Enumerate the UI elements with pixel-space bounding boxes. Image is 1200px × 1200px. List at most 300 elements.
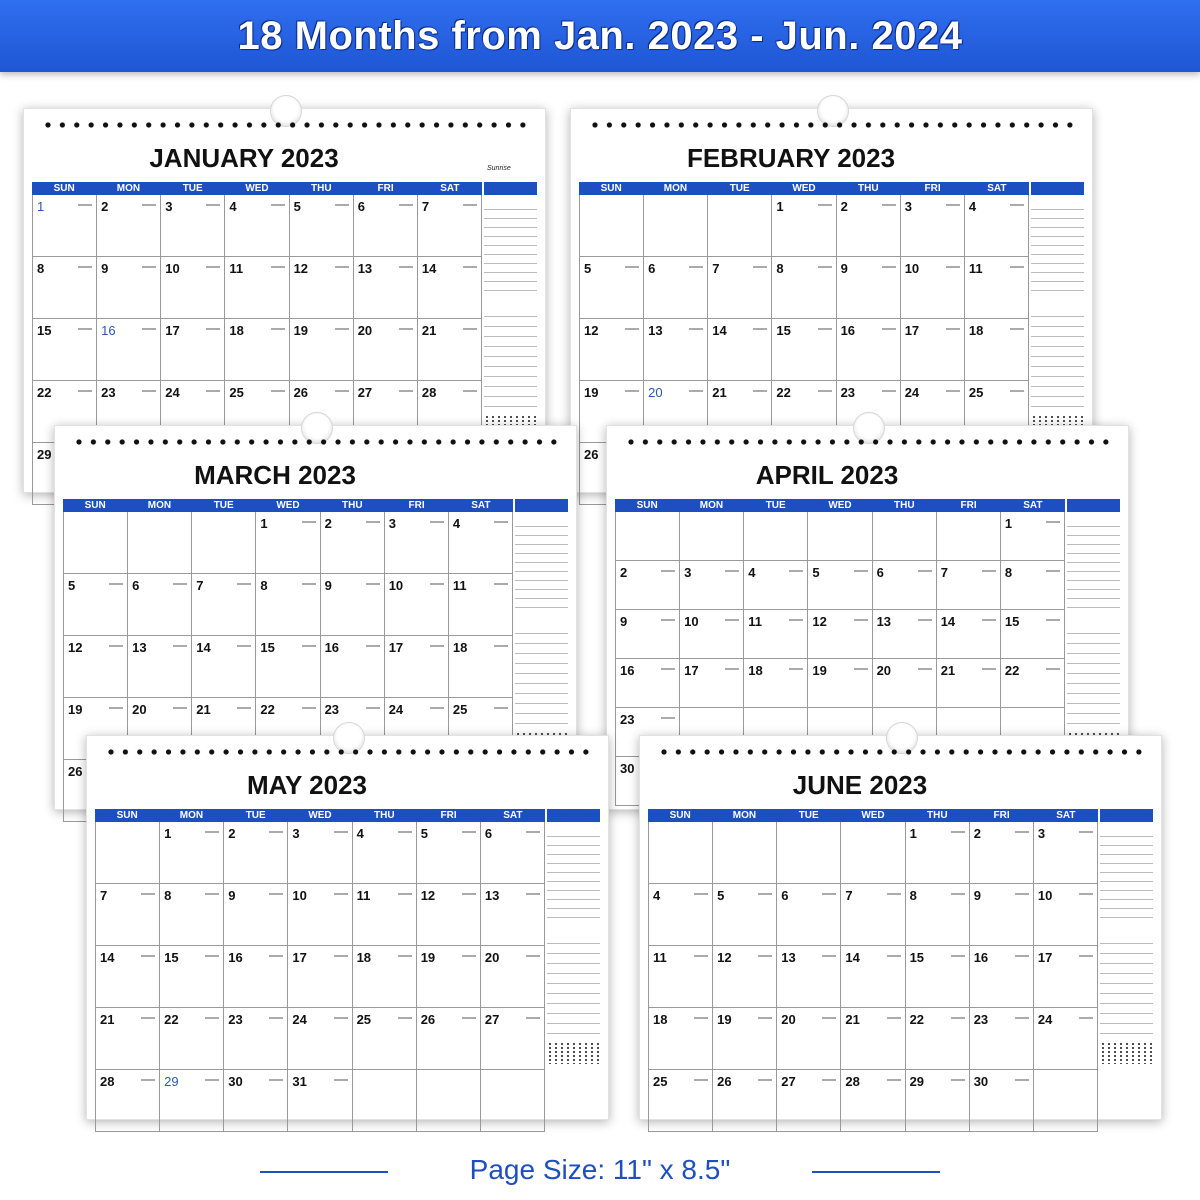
day-cell <box>708 257 772 319</box>
holiday-note <box>142 328 156 330</box>
day-number: 18 <box>452 640 468 655</box>
day-cell <box>841 1008 905 1070</box>
week-row <box>64 574 513 636</box>
month-grid <box>95 809 545 1132</box>
holiday-note <box>951 831 965 833</box>
day-cell <box>644 257 708 319</box>
day-cell <box>64 574 128 636</box>
day-cell <box>713 822 777 884</box>
day-number: 4 <box>356 826 364 841</box>
day-cell <box>97 195 161 257</box>
holiday-note <box>302 583 316 585</box>
holiday-note <box>822 955 836 957</box>
day-number: 11 <box>748 614 763 629</box>
todo-lines <box>547 828 600 918</box>
weekday-label: SUN <box>84 500 106 511</box>
day-number: 6 <box>648 261 656 276</box>
weekday-label: THU <box>310 183 332 194</box>
holiday-note <box>661 668 675 670</box>
day-cell <box>288 1070 352 1132</box>
day-number: 16 <box>101 323 116 338</box>
day-cell <box>353 946 417 1008</box>
holiday-note <box>78 204 92 206</box>
holiday-note <box>694 1079 708 1081</box>
holiday-note <box>882 266 896 268</box>
holiday-note <box>206 328 220 330</box>
day-cell <box>772 257 836 319</box>
holiday-note <box>302 707 316 709</box>
week-row <box>649 946 1098 1008</box>
holiday-note <box>946 328 960 330</box>
holiday-note <box>237 645 251 647</box>
day-number: 12 <box>717 950 732 965</box>
holiday-note <box>1046 570 1060 572</box>
weekday-header <box>32 182 482 195</box>
holiday-note <box>982 668 996 670</box>
weekday-header <box>63 499 513 512</box>
day-cell <box>160 946 224 1008</box>
day-number: 8 <box>1004 565 1013 580</box>
week-row <box>649 1070 1098 1132</box>
day-cell <box>354 257 418 319</box>
day-number: 2 <box>101 199 109 214</box>
day-number: 25 <box>229 385 244 400</box>
holiday-note <box>399 266 413 268</box>
holiday-note <box>271 204 285 206</box>
holiday-note <box>689 328 703 330</box>
day-cell <box>970 946 1034 1008</box>
day-cell <box>1001 659 1065 708</box>
todo-notes-column <box>1100 809 1153 1109</box>
holiday-note <box>206 204 220 206</box>
day-number: 6 <box>876 565 884 580</box>
day-cell <box>385 636 449 698</box>
day-number: 14 <box>712 323 727 338</box>
holiday-note <box>398 1017 412 1019</box>
holiday-note <box>854 619 868 621</box>
day-cell <box>777 1070 841 1132</box>
day-cell <box>841 884 905 946</box>
day-number: 3 <box>904 199 912 214</box>
mini-calendar <box>1100 1042 1153 1064</box>
day-cell <box>97 319 161 381</box>
day-number: 4 <box>653 888 661 903</box>
spiral-binding <box>73 436 558 448</box>
day-number: 11 <box>229 261 244 276</box>
day-cell <box>873 610 937 659</box>
holiday-note <box>789 668 803 670</box>
day-cell <box>256 574 320 636</box>
weekday-header <box>579 182 1029 195</box>
day-number: 9 <box>620 614 628 629</box>
day-cell <box>417 822 481 884</box>
weekday-label: WED <box>308 810 332 821</box>
day-number: 26 <box>420 1012 436 1027</box>
holiday-note <box>141 955 155 957</box>
day-number: 9 <box>973 888 981 903</box>
week-row <box>649 884 1098 946</box>
holiday-note <box>109 707 123 709</box>
holiday-note <box>109 583 123 585</box>
holiday-note <box>335 328 349 330</box>
holiday-note <box>334 1017 348 1019</box>
weekday-label: MON <box>147 500 172 511</box>
holiday-note <box>1015 893 1029 895</box>
day-cell <box>354 195 418 257</box>
weekday-label: FRI <box>408 500 425 511</box>
holiday-note <box>1079 831 1093 833</box>
day-number: 23 <box>101 385 116 400</box>
day-number: 13 <box>484 888 500 903</box>
day-number: 14 <box>100 950 115 965</box>
notes-lines <box>1067 624 1120 724</box>
day-cell <box>937 512 1001 561</box>
day-cell <box>64 512 128 574</box>
holiday-note <box>335 204 349 206</box>
day-number: 15 <box>1004 614 1020 629</box>
day-number: 23 <box>324 702 340 717</box>
day-cell <box>224 884 288 946</box>
day-cell <box>256 636 320 698</box>
holiday-note <box>173 645 187 647</box>
day-cell <box>128 574 192 636</box>
weekday-label: THU <box>926 810 948 821</box>
notes-lines <box>1100 934 1153 1034</box>
day-number: 17 <box>388 640 404 655</box>
week-row <box>96 1008 545 1070</box>
day-number: 24 <box>165 385 180 400</box>
holiday-note <box>237 707 251 709</box>
spiral-binding <box>625 436 1110 448</box>
day-number: 24 <box>388 702 404 717</box>
day-cell <box>744 561 808 610</box>
day-cell <box>713 946 777 1008</box>
day-number: 23 <box>620 712 635 727</box>
day-cell <box>841 822 905 884</box>
day-number: 19 <box>293 323 309 338</box>
day-cell <box>580 319 644 381</box>
week-row <box>580 195 1029 257</box>
day-number: 10 <box>292 888 307 903</box>
holiday-note <box>661 717 675 719</box>
day-number: 5 <box>293 199 301 214</box>
day-number: 7 <box>845 888 853 903</box>
weekday-label: TUE <box>765 500 786 511</box>
holiday-note <box>366 645 380 647</box>
day-cell <box>64 636 128 698</box>
holiday-note <box>689 390 703 392</box>
day-number: 12 <box>584 323 599 338</box>
day-number: 27 <box>781 1074 796 1089</box>
day-number: 12 <box>812 614 827 629</box>
day-number: 20 <box>132 702 147 717</box>
day-number: 17 <box>1037 950 1053 965</box>
holiday-note <box>462 955 476 957</box>
day-cell <box>777 1008 841 1070</box>
holiday-note <box>818 328 832 330</box>
holiday-note <box>399 204 413 206</box>
day-cell <box>449 512 513 574</box>
day-number: 18 <box>229 323 244 338</box>
day-number: 21 <box>196 702 211 717</box>
day-number: 19 <box>420 950 436 965</box>
holiday-note <box>854 570 868 572</box>
month-title: FEBRUARY 2023 <box>686 143 896 173</box>
month-grid <box>648 809 1098 1132</box>
day-number: 4 <box>968 199 977 214</box>
day-number: 22 <box>164 1012 179 1027</box>
day-cell <box>449 636 513 698</box>
day-number: 30 <box>620 761 635 776</box>
day-number: 24 <box>904 385 920 400</box>
day-cell <box>649 1070 713 1132</box>
holiday-note <box>430 521 444 523</box>
weekday-label: TUE <box>182 183 203 194</box>
day-cell <box>353 822 417 884</box>
week-row <box>616 610 1065 659</box>
day-cell <box>808 561 872 610</box>
holiday-note <box>271 390 285 392</box>
holiday-note <box>334 955 348 957</box>
holiday-note <box>818 390 832 392</box>
day-cell <box>321 636 385 698</box>
holiday-note <box>335 390 349 392</box>
day-cell <box>449 574 513 636</box>
holiday-note <box>526 893 540 895</box>
holiday-note <box>758 893 772 895</box>
day-cell <box>970 1070 1034 1132</box>
day-cell <box>418 195 482 257</box>
weekday-label: SAT <box>440 183 460 194</box>
day-number: 25 <box>653 1074 668 1089</box>
day-cell <box>841 1070 905 1132</box>
day-cell <box>965 257 1029 319</box>
holiday-note <box>918 668 932 670</box>
day-number: 31 <box>292 1074 307 1089</box>
holiday-note <box>109 645 123 647</box>
day-number: 26 <box>584 447 599 462</box>
day-cell <box>97 257 161 319</box>
day-number: 18 <box>356 950 372 965</box>
day-number: 10 <box>684 614 699 629</box>
holiday-note <box>494 583 508 585</box>
day-cell <box>161 257 225 319</box>
day-cell <box>160 884 224 946</box>
day-cell <box>708 195 772 257</box>
weekday-label: MON <box>116 183 141 194</box>
holiday-note <box>1046 521 1060 523</box>
week-row <box>96 822 545 884</box>
day-cell <box>288 822 352 884</box>
day-cell <box>417 946 481 1008</box>
holiday-note <box>334 1079 348 1081</box>
holiday-note <box>694 893 708 895</box>
day-number: 1 <box>1004 516 1013 531</box>
holiday-note <box>694 955 708 957</box>
weekday-label: SUN <box>600 183 622 194</box>
day-cell <box>1001 610 1065 659</box>
weekday-label: SAT <box>503 810 523 821</box>
day-number: 10 <box>1037 888 1053 903</box>
holiday-note <box>661 619 675 621</box>
day-number: 14 <box>940 614 956 629</box>
day-number: 21 <box>940 663 956 678</box>
day-cell <box>128 512 192 574</box>
weekday-label: FRI <box>440 810 457 821</box>
day-cell <box>160 1008 224 1070</box>
holiday-note <box>269 955 283 957</box>
day-number: 7 <box>196 578 204 593</box>
day-cell <box>901 195 965 257</box>
weekday-label: SUN <box>636 500 658 511</box>
day-cell <box>290 319 354 381</box>
holiday-note <box>887 893 901 895</box>
day-number: 9 <box>228 888 236 903</box>
weekday-label: SUN <box>116 810 138 821</box>
day-number: 22 <box>1004 663 1020 678</box>
holiday-note <box>982 570 996 572</box>
day-number: 7 <box>421 199 430 214</box>
day-cell <box>906 822 970 884</box>
holiday-note <box>1010 328 1024 330</box>
day-cell <box>744 512 808 561</box>
holiday-note <box>918 619 932 621</box>
day-cell <box>224 1008 288 1070</box>
day-cell <box>808 610 872 659</box>
holiday-note <box>625 328 639 330</box>
day-number: 21 <box>712 385 727 400</box>
holiday-note <box>625 390 639 392</box>
todo-notes-header <box>547 809 600 822</box>
holiday-note <box>1079 893 1093 895</box>
notes-lines <box>515 624 568 724</box>
weekday-label: FRI <box>960 500 977 511</box>
day-cell <box>680 561 744 610</box>
todo-notes-header <box>1031 182 1084 195</box>
day-number: 4 <box>452 516 461 531</box>
notes-lines <box>547 934 600 1034</box>
day-cell <box>777 946 841 1008</box>
holiday-note <box>882 390 896 392</box>
day-number: 25 <box>356 1012 372 1027</box>
holiday-note <box>789 570 803 572</box>
day-number: 10 <box>165 261 180 276</box>
day-cell <box>290 257 354 319</box>
weekday-label: WED <box>861 810 885 821</box>
day-cell <box>649 1008 713 1070</box>
weekday-label: TUE <box>729 183 750 194</box>
day-number: 14 <box>845 950 860 965</box>
day-cell <box>1034 1070 1098 1132</box>
month-title: MAY 2023 <box>247 770 367 800</box>
day-cell <box>616 512 680 561</box>
day-cell <box>354 319 418 381</box>
holiday-note <box>398 831 412 833</box>
day-cell <box>744 659 808 708</box>
page-size-label: Page Size: 11" x 8.5" <box>469 1154 731 1185</box>
day-number: 13 <box>781 950 796 965</box>
day-cell <box>713 884 777 946</box>
holiday-note <box>463 328 477 330</box>
holiday-note <box>1046 668 1060 670</box>
holiday-note <box>887 955 901 957</box>
day-cell <box>96 1070 160 1132</box>
day-cell <box>841 946 905 1008</box>
day-number: 5 <box>420 826 428 841</box>
notes-lines <box>1031 307 1084 407</box>
day-cell <box>906 1070 970 1132</box>
day-number: 6 <box>132 578 140 593</box>
day-cell <box>192 512 256 574</box>
day-number: 1 <box>776 199 784 214</box>
holiday-note <box>822 893 836 895</box>
day-number: 5 <box>68 578 76 593</box>
day-number: 17 <box>684 663 699 678</box>
day-number: 23 <box>840 385 856 400</box>
day-cell <box>33 195 97 257</box>
spiral-binding <box>589 119 1074 131</box>
week-row <box>649 1008 1098 1070</box>
day-number: 2 <box>324 516 332 531</box>
day-cell <box>616 561 680 610</box>
day-number: 25 <box>452 702 468 717</box>
holiday-note <box>753 328 767 330</box>
day-number: 11 <box>968 261 983 276</box>
holiday-note <box>205 831 219 833</box>
holiday-note <box>335 266 349 268</box>
week-row <box>616 512 1065 561</box>
day-cell <box>225 319 289 381</box>
holiday-note <box>1010 204 1024 206</box>
week-row <box>616 659 1065 708</box>
holiday-note <box>271 328 285 330</box>
holiday-note <box>494 707 508 709</box>
day-number: 6 <box>357 199 365 214</box>
day-cell <box>481 822 545 884</box>
day-cell <box>1034 1008 1098 1070</box>
day-cell <box>580 195 644 257</box>
holiday-note <box>142 390 156 392</box>
day-number: 16 <box>228 950 243 965</box>
day-cell <box>808 659 872 708</box>
day-cell <box>418 257 482 319</box>
day-number: 6 <box>484 826 493 841</box>
day-number: 19 <box>717 1012 732 1027</box>
day-cell <box>744 610 808 659</box>
day-number: 3 <box>684 565 692 580</box>
holiday-note <box>689 266 703 268</box>
day-number: 28 <box>100 1074 115 1089</box>
footer <box>0 1150 1200 1192</box>
week-row <box>649 822 1098 884</box>
day-cell <box>290 195 354 257</box>
holiday-note <box>1046 619 1060 621</box>
holiday-note <box>725 570 739 572</box>
day-number: 8 <box>776 261 784 276</box>
day-number: 10 <box>904 261 920 276</box>
holiday-note <box>725 619 739 621</box>
day-cell <box>161 319 225 381</box>
holiday-note <box>302 521 316 523</box>
day-number: 27 <box>357 385 373 400</box>
day-cell <box>772 195 836 257</box>
holiday-note <box>758 1079 772 1081</box>
day-number: 2 <box>228 826 236 841</box>
holiday-note <box>269 1017 283 1019</box>
day-cell <box>224 822 288 884</box>
day-number: 15 <box>909 950 925 965</box>
holiday-note <box>1015 831 1029 833</box>
